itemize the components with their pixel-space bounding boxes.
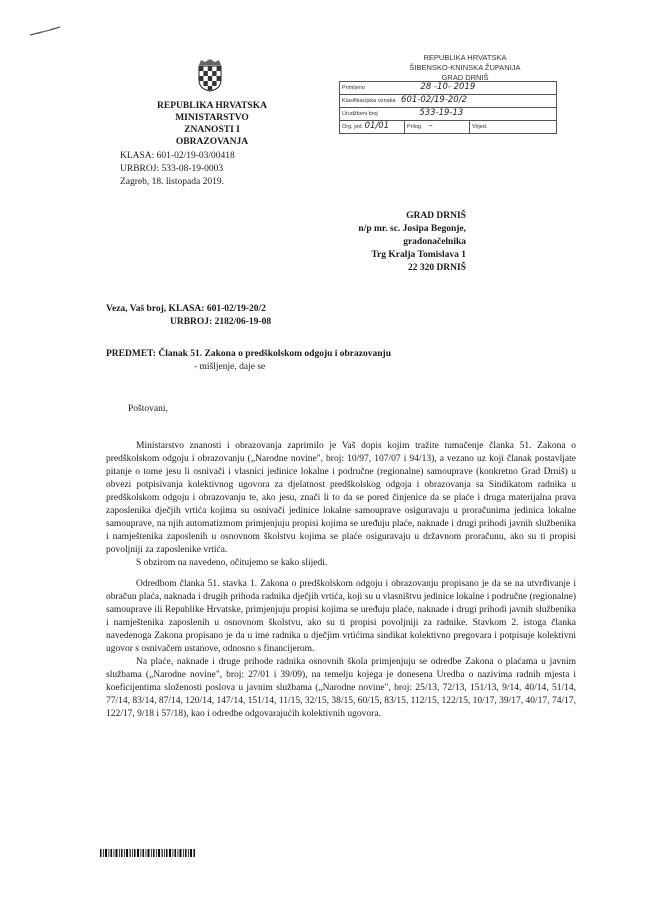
stamp-value-cell <box>470 121 557 134</box>
reference-veza <box>106 303 271 329</box>
stamp-value-label: Vrijed. <box>472 124 488 130</box>
scan-pen-mark <box>28 24 62 38</box>
klasa-line: KLASA: 601-02/19-03/00418 <box>120 151 235 161</box>
stamp-org-value: 01/01 <box>364 121 390 131</box>
subject-block <box>106 348 391 374</box>
stamp-received-label: Primljeno <box>342 85 365 91</box>
stamp-class-label: Klasifikacijska oznaka <box>342 98 396 104</box>
stamp-urbroj-row <box>340 108 557 121</box>
veza-klasa: Veza, Vaš broj, KLASA: 601-02/19-20/2 <box>106 304 266 314</box>
document-barcode <box>100 849 196 857</box>
salutation: Poštovani, <box>128 404 168 414</box>
ministry-name: MINISTARSTVO ZNANOSTI I OBRAZOVANJA <box>175 113 249 147</box>
recipient-address <box>296 210 466 275</box>
stamp-received-row <box>340 82 557 95</box>
paragraph-3: Odredbom članka 51. stavka 1. Zakona o predškolskom odgoju i obrazovanju propisano je da se na utvrđivanje i obračun plaća, naknada i drugih prihoda radnika dječjih vrtića, koji su u vlasništvu jedinice lokalne i područne (regionalne) samouprave ili Republike Hrvatske, primjenjuju propisi kojima se uređuju plaće, naknade i drugi prihodi javnih službenika i namještenika zaposlenih u osnovnom školstvu, ako su ti propisi povoljniji za radnike. Stavkom 2. istoga članka navedenoga Zakona propisano je da u ime radnika u dječjim vrtićima sindikat kolektivno pregovara i potpisuje kolektivni ugovor s osnivačem ustanove, odnosno s financijerom. <box>106 579 576 654</box>
recipient-person: n/p mr. sc. Josipa Begonje, gradonačelnika <box>358 224 466 247</box>
place-date-line: Zagreb, 18. listopada 2019. <box>120 177 224 187</box>
urbroj-line: URBROJ: 533-08-19-0003 <box>120 164 224 174</box>
stamp-line-2: ŠIBENSKO-KNINSKA ŽUPANIJA <box>409 63 521 72</box>
received-stamp-header <box>385 53 545 83</box>
ministry-country: REPUBLIKA HRVATSKA <box>157 101 267 111</box>
recipient-street: Trg Kralja Tomislava 1 <box>371 250 466 260</box>
stamp-attach-cell <box>405 121 470 134</box>
paragraph-4: Na plaće, naknade i druge prihode radnika osnovnih škola primjenjuju se odredbe Zakona o plaćama u javnim službama („Narodne novine", broj: 27/01 i 39/09), na temelju kojega je donesena Uredba o nazivima radnih mjesta i koeficijentima složenosti poslova u javnim službama („Narodne novine", broj: 25/13, 72/13, 151/13, 9/14, 40/14, 51/14, 77/14, 83/14, 87/14, 120/14, 147/14, 151/14, 11/15, 32/15, 38/15, 60/15, 83/15, 112/15, 122/15, 10/17, 39/17, 40/17, 74/17, 122/17, 9/18 i 57/18), kao i odredbe odgovarajućih kolektivnih ugovora. <box>106 657 576 719</box>
coat-of-arms-icon <box>197 58 223 92</box>
stamp-org-label: Org. jed. <box>342 124 364 130</box>
stamp-attach-value: – <box>428 121 433 131</box>
stamp-line-1: REPUBLIKA HRVATSKA <box>423 53 507 62</box>
stamp-class-value: 601-02/19-20/2 <box>401 95 467 105</box>
subject-sub: - mišljenje, daje se <box>194 362 266 372</box>
stamp-urbroj-value: 533-19-13 <box>419 108 464 118</box>
reference-block <box>120 150 235 189</box>
paragraph-1: Ministarstvo znanosti i obrazovanja zaprimilo je Vaš dopis kojim tražite tumačenje članka 51. Zakona o predškolskom odgoju i obrazovanju („Narodne novine", broj: 10/97, 107/07 i 94/13), a vezano uz koji članak postavljate pitanje o tome jesu li osnivači i vlasnici jedinice lokalne i područne (regionalne) samouprave (konkretno Grad Drniš) u obvezi potpisivanja kolektivnog ugovora za djelatnost predškolskog odgoja i obrazovanja sa Sindikatom radnika u predškolskom odgoju i obrazovanju te, ako jesu, znači li to da se pored činjenice da se plaće i druga materijalna prava zaposlenika dječjih vrtića kojima su osnivači jedinice lokalne samouprave osiguravaju u proračunima jedinica lokalne samouprave, na njih automatizmom primjenjuju propisi kojima se uređuju plaće, naknade i drugi prihodi javnih službenika i namještenika zaposlenih u osnovnom školstvu kojima se plaće osiguravaju u državnom proračunu, ako su ti propisi povoljniji za zaposlenike vrtića. <box>106 441 576 555</box>
stamp-class-row <box>340 95 557 108</box>
stamp-line-3: GRAD DRNIŠ <box>441 73 489 82</box>
paragraph-2: S obzirom na navedeno, očitujemo se kako slijedi. <box>136 558 328 568</box>
stamp-attach-label: Prilog <box>407 124 422 130</box>
received-stamp-table <box>339 81 557 134</box>
stamp-urbroj-label: Urudžbeni broj <box>342 111 378 117</box>
subject-label: PREDMET: <box>106 349 156 359</box>
letter-body <box>106 440 576 721</box>
ministry-header <box>152 100 272 148</box>
recipient-city: GRAD DRNIŠ <box>406 211 466 221</box>
stamp-received-value: 28 -10- 2019 <box>420 82 476 92</box>
veza-urbroj: URBROJ: 2182/06-19-08 <box>170 317 272 327</box>
stamp-org-cell <box>340 121 405 134</box>
recipient-postcode: 22 320 DRNIŠ <box>407 263 466 273</box>
subject-title: Članak 51. Zakona o predškolskom odgoju i obrazovanju <box>158 349 391 359</box>
